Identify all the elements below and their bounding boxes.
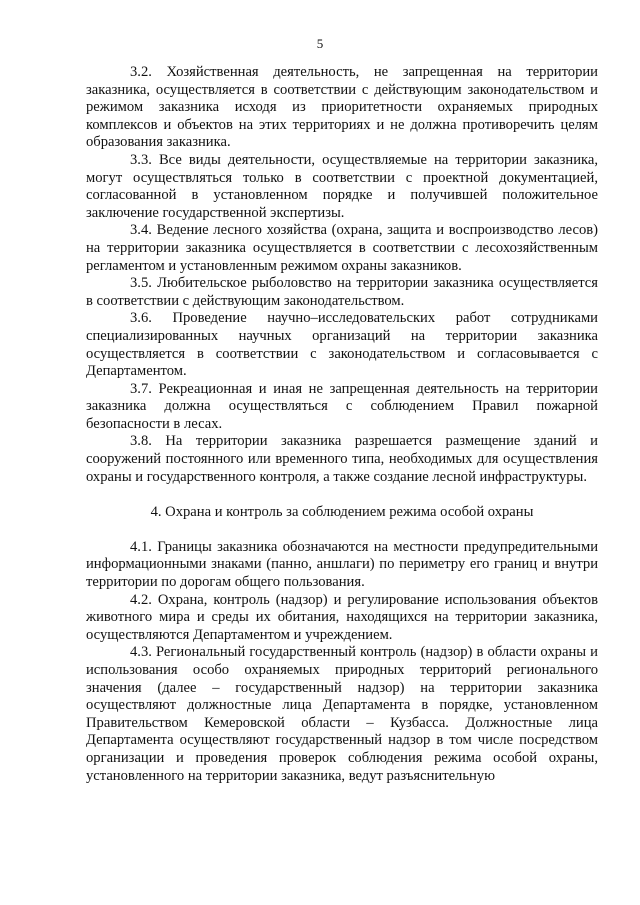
paragraph-4-2: 4.2. Охрана, контроль (надзор) и регулирование использования объектов животного мира и среды их обитания, находящихся на территории заказника, осуществляются Департаментом и учреждением. — [86, 591, 598, 643]
paragraph-3-6: 3.6. Проведение научно–исследовательских работ сотрудниками специализированных научных организаций на территории заказника осуществляется в соответствии с законодательством и согласовывается с Департаментом. — [86, 310, 598, 380]
paragraph-3-3: 3.3. Все виды деятельности, осуществляемые на территории заказника, могут осуществляться только в соответствии с проектной документацией, согласованной в установленном порядке и получившей положительное заключение государственной экспертизы. — [86, 151, 598, 221]
page-number: 5 — [316, 36, 324, 51]
document-body — [86, 64, 598, 785]
paragraph-3-8: 3.8. На территории заказника разрешается размещение зданий и сооружений постоянного или временного типа, необходимых для осуществления охраны и государственного контроля, а также создание лесной инфраструктуры. — [86, 433, 598, 485]
paragraph-3-7: 3.7. Рекреационная и иная не запрещенная деятельность на территории заказника должна осуществляться с соблюдением Правил пожарной безопасности в лесах. — [86, 380, 598, 432]
paragraph-4-3: 4.3. Региональный государственный контроль (надзор) в области охраны и использования особо охраняемых природных территорий регионального значения (далее – государственный надзор) на территории заказника осуществляют должностные лица Департамента в порядке, установленном Правительством Кемеровской области – Кузбасса. Должностные лица Департамента осуществляют государственный надзор в том числе посредством организации и проведения проверок соблюдения режима особой охраны, установленного на территории заказника, ведут разъяснительную — [86, 644, 598, 784]
paragraph-3-4: 3.4. Ведение лесного хозяйства (охрана, защита и воспроизводство лесов) на территории заказника осуществляется в соответствии с лесохозяйственным регламентом и установленным режимом охраны заказников. — [86, 222, 598, 274]
section-4-title: 4. Охрана и контроль за соблюдением режима особой охраны — [150, 504, 534, 521]
paragraph-4-1: 4.1. Границы заказника обозначаются на местности предупредительными информационными знаками (панно, аншлаги) по периметру его границ и внутри территории по дорогам общего пользования. — [86, 538, 598, 591]
paragraph-3-5: 3.5. Любительское рыболовство на территории заказника осуществляется в соответствии с действующим законодательством. — [86, 275, 598, 309]
paragraph-3-2: 3.2. Хозяйственная деятельность, не запрещенная на территории заказника, осуществляется в соответствии с действующим законодательством и режимом заказника исходя из приоритетности охраняемых природных комплексов и объектов на этих территориях и не должна противоречить целям образования заказника. — [86, 64, 598, 151]
